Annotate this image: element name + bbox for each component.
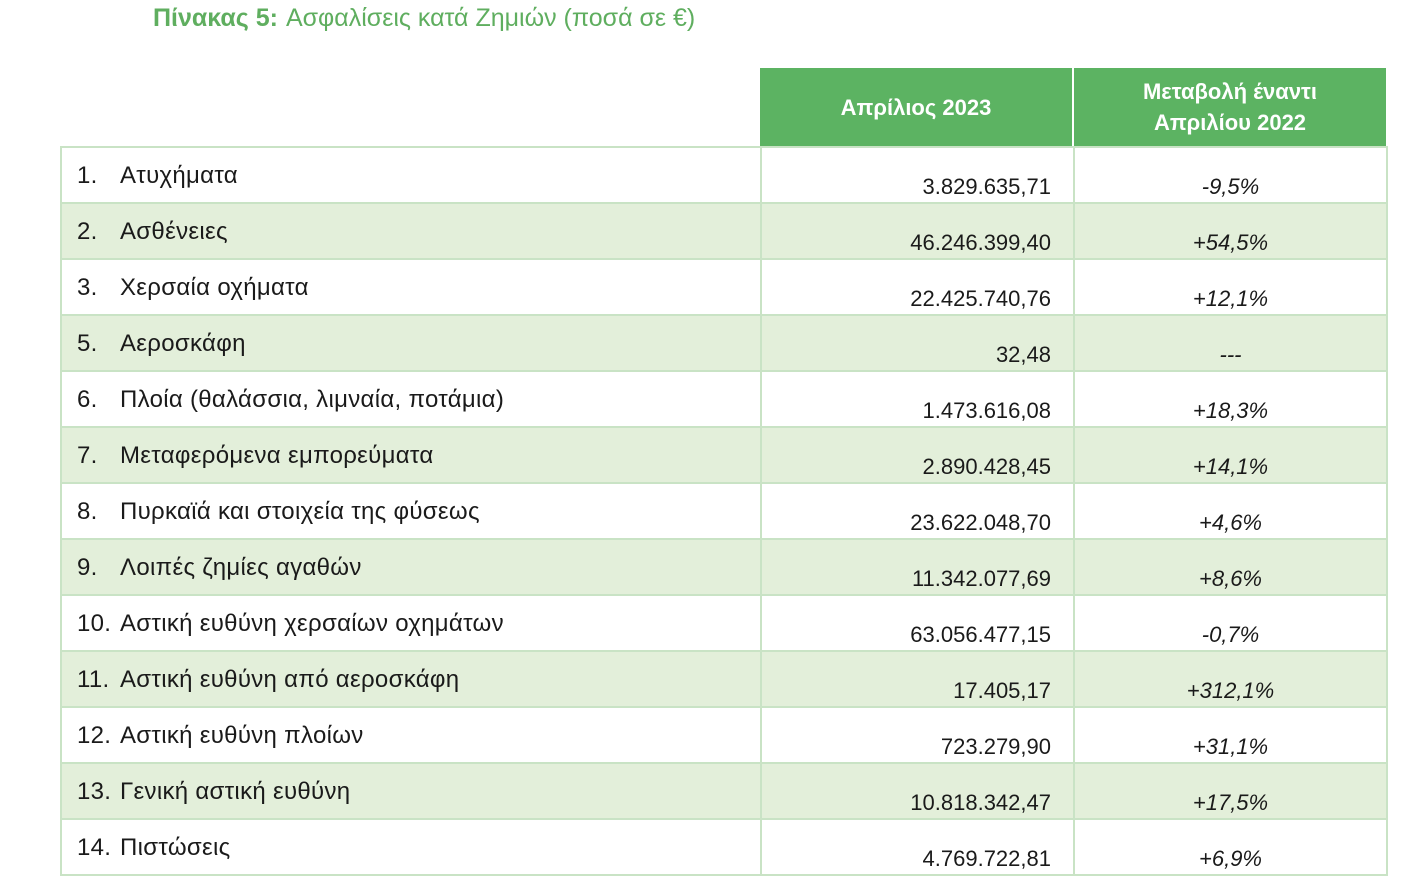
row-change-cell bbox=[1074, 651, 1387, 707]
table-row bbox=[61, 707, 1387, 763]
row-label-cell bbox=[61, 371, 761, 427]
table-row bbox=[61, 539, 1387, 595]
table-row bbox=[61, 147, 1387, 203]
row-label: Ατυχήματα bbox=[120, 162, 238, 189]
row-value: 2.890.428,45 bbox=[922, 454, 1051, 479]
row-number: 7. bbox=[77, 442, 98, 469]
row-value: 32,48 bbox=[995, 342, 1051, 367]
insurance-table-body bbox=[61, 147, 1387, 875]
row-label: Μεταφερόμενα εμπορεύματα bbox=[120, 442, 434, 469]
row-label-cell bbox=[61, 315, 761, 371]
table-number: Πίνακας 5: bbox=[153, 4, 278, 32]
row-value: 723.279,90 bbox=[940, 734, 1051, 759]
table-row bbox=[61, 483, 1387, 539]
row-number: 6. bbox=[77, 386, 98, 413]
row-value-cell bbox=[761, 259, 1074, 315]
row-value-cell bbox=[761, 763, 1074, 819]
row-label: Πλοία (θαλάσσια, λιμναία, ποτάμια) bbox=[120, 386, 505, 413]
row-change: +54,5% bbox=[1192, 230, 1269, 255]
row-change: +8,6% bbox=[1199, 566, 1262, 591]
table-row bbox=[61, 819, 1387, 875]
row-change: -9,5% bbox=[1201, 174, 1260, 199]
table-row bbox=[61, 427, 1387, 483]
row-number: 10. bbox=[77, 610, 112, 637]
row-number: 9. bbox=[77, 554, 98, 581]
row-change: +14,1% bbox=[1192, 454, 1269, 479]
table-caption: Ασφαλίσεις κατά Ζημιών (ποσά σε €) bbox=[285, 4, 696, 32]
row-change-cell bbox=[1074, 483, 1387, 539]
row-label: Πυρκαϊά και στοιχεία της φύσεως bbox=[120, 498, 480, 525]
row-label-cell bbox=[61, 259, 761, 315]
row-label: Πιστώσεις bbox=[120, 834, 231, 861]
row-label-cell bbox=[61, 147, 761, 203]
row-number: 8. bbox=[77, 498, 98, 525]
row-value: 63.056.477,15 bbox=[910, 622, 1051, 647]
table-title bbox=[153, 4, 695, 33]
row-change-cell bbox=[1074, 315, 1387, 371]
row-label-cell bbox=[61, 539, 761, 595]
row-number: 12. bbox=[77, 722, 112, 749]
table-row bbox=[61, 203, 1387, 259]
row-value-cell bbox=[761, 539, 1074, 595]
row-value: 3.829.635,71 bbox=[922, 174, 1051, 199]
row-value-cell bbox=[761, 203, 1074, 259]
row-label: Ασθένειες bbox=[120, 218, 228, 245]
row-change: +6,9% bbox=[1199, 846, 1262, 871]
row-label-cell bbox=[61, 651, 761, 707]
row-value-cell bbox=[761, 147, 1074, 203]
header-change-line1: Μεταβολή έναντι bbox=[1142, 79, 1317, 104]
row-number: 5. bbox=[77, 330, 98, 357]
row-label: Αστική ευθύνη από αεροσκάφη bbox=[120, 666, 460, 693]
row-label: Αστική ευθύνη πλοίων bbox=[120, 722, 364, 749]
row-change-cell bbox=[1074, 203, 1387, 259]
row-value: 1.473.616,08 bbox=[922, 398, 1051, 423]
row-value: 10.818.342,47 bbox=[910, 790, 1051, 815]
row-label: Αστική ευθύνη χερσαίων οχημάτων bbox=[120, 610, 504, 637]
row-value: 22.425.740,76 bbox=[910, 286, 1051, 311]
row-label-cell bbox=[61, 427, 761, 483]
row-value: 11.342.077,69 bbox=[911, 566, 1051, 591]
row-change-cell bbox=[1074, 259, 1387, 315]
row-change-cell bbox=[1074, 371, 1387, 427]
row-change-cell bbox=[1074, 539, 1387, 595]
row-change-cell bbox=[1074, 819, 1387, 875]
row-change: +312,1% bbox=[1186, 678, 1275, 703]
row-change-cell bbox=[1074, 763, 1387, 819]
row-value-cell bbox=[761, 819, 1074, 875]
row-change-cell bbox=[1074, 595, 1387, 651]
row-value-cell bbox=[761, 371, 1074, 427]
row-label-cell bbox=[61, 483, 761, 539]
row-change: +31,1% bbox=[1192, 734, 1269, 759]
row-value: 23.622.048,70 bbox=[910, 510, 1051, 535]
header-april-2023 bbox=[760, 68, 1072, 146]
row-change: +17,5% bbox=[1192, 790, 1269, 815]
row-number: 13. bbox=[77, 778, 112, 805]
table-row bbox=[61, 763, 1387, 819]
row-label-cell bbox=[61, 595, 761, 651]
row-change-cell bbox=[1074, 147, 1387, 203]
row-value-cell bbox=[761, 483, 1074, 539]
row-change: --- bbox=[1219, 342, 1242, 367]
row-change: -0,7% bbox=[1201, 622, 1260, 647]
row-label-cell bbox=[61, 707, 761, 763]
row-value: 46.246.399,40 bbox=[910, 230, 1051, 255]
row-label-cell bbox=[61, 819, 761, 875]
row-label-cell bbox=[61, 203, 761, 259]
row-value-cell bbox=[761, 315, 1074, 371]
row-change: +12,1% bbox=[1192, 286, 1269, 311]
row-change: +18,3% bbox=[1192, 398, 1269, 423]
row-number: 2. bbox=[77, 218, 98, 245]
row-label: Αεροσκάφη bbox=[120, 330, 246, 357]
table-row bbox=[61, 315, 1387, 371]
row-value-cell bbox=[761, 651, 1074, 707]
row-number: 14. bbox=[77, 834, 112, 861]
row-value-cell bbox=[761, 427, 1074, 483]
row-label: Χερσαία οχήματα bbox=[120, 274, 309, 301]
row-change: +4,6% bbox=[1199, 510, 1262, 535]
header-change-vs-2022 bbox=[1074, 68, 1386, 146]
row-label: Λοιπές ζημίες αγαθών bbox=[120, 554, 362, 581]
row-label: Γενική αστική ευθύνη bbox=[120, 778, 351, 805]
row-change-cell bbox=[1074, 707, 1387, 763]
table-row bbox=[61, 651, 1387, 707]
insurance-table bbox=[60, 146, 1388, 876]
row-label-cell bbox=[61, 763, 761, 819]
row-number: 11. bbox=[77, 666, 110, 693]
row-value: 17.405,17 bbox=[953, 678, 1051, 703]
row-value-cell bbox=[761, 707, 1074, 763]
row-value: 4.769.722,81 bbox=[922, 846, 1051, 871]
table-row bbox=[61, 371, 1387, 427]
row-value-cell bbox=[761, 595, 1074, 651]
row-change-cell bbox=[1074, 427, 1387, 483]
header-april-2023-label: Απρίλιος 2023 bbox=[840, 94, 992, 120]
header-change-line2: Απριλίου 2022 bbox=[1153, 110, 1307, 135]
row-number: 3. bbox=[77, 274, 98, 301]
row-number: 1. bbox=[77, 162, 98, 189]
table-row bbox=[61, 259, 1387, 315]
table-row bbox=[61, 595, 1387, 651]
